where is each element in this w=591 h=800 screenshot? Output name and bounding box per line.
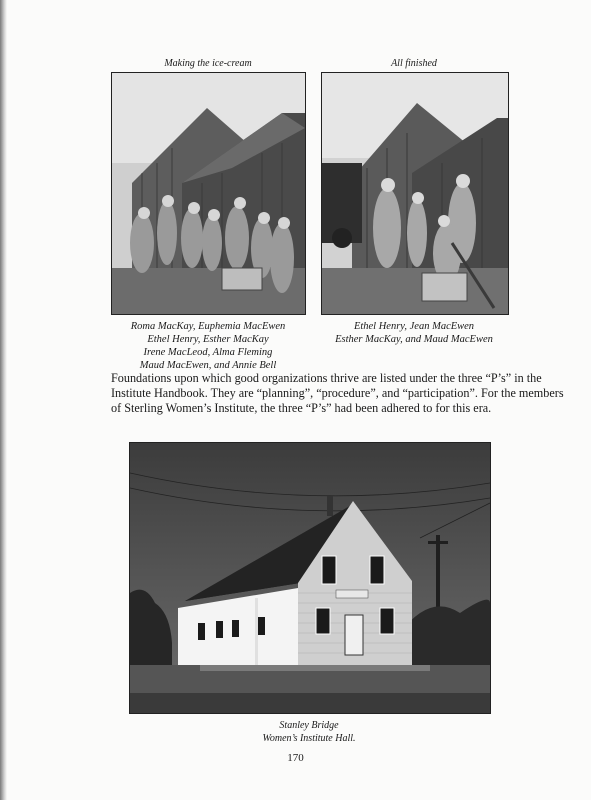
name-line: Ethel Henry, Jean MacEwen bbox=[353, 321, 475, 332]
body-paragraph bbox=[111, 371, 564, 416]
name-line: Roma MacKay, Euphemia MacEwen bbox=[130, 321, 286, 332]
page-edge-shadow bbox=[0, 0, 7, 800]
right-photo-caption: All finished bbox=[391, 58, 437, 69]
caption-line: Women’s Institute Hall. bbox=[262, 733, 356, 744]
left-photo-names bbox=[111, 320, 305, 372]
paragraph-line: Institute Handbook. They are “planning”, “procedure”, and “participation”. For the members bbox=[111, 386, 564, 400]
name-line: Ethel Henry, Esther MacKay bbox=[147, 334, 269, 345]
right-photo-finished bbox=[321, 72, 509, 315]
page-number: 170 bbox=[287, 752, 304, 764]
paragraph-line: Foundations upon which good organizations thrive are listed under the three “P’s” in the bbox=[111, 371, 542, 385]
name-line: Irene MacLeod, Alma Fleming bbox=[143, 347, 273, 358]
caption-line: Stanley Bridge bbox=[279, 720, 339, 731]
institute-hall-photo bbox=[129, 442, 491, 714]
hall-photo-caption bbox=[129, 719, 489, 745]
left-photo-caption: Making the ice-cream bbox=[164, 58, 252, 69]
right-photo-names bbox=[321, 320, 507, 346]
name-line: Esther MacKay, and Maud MacEwen bbox=[335, 334, 493, 345]
name-line: Maud MacEwen, and Annie Bell bbox=[139, 360, 277, 371]
paragraph-line: of Sterling Women’s Institute, the three “P’s” had been adhered to for this era. bbox=[111, 401, 492, 415]
left-photo-ice-cream bbox=[111, 72, 306, 315]
